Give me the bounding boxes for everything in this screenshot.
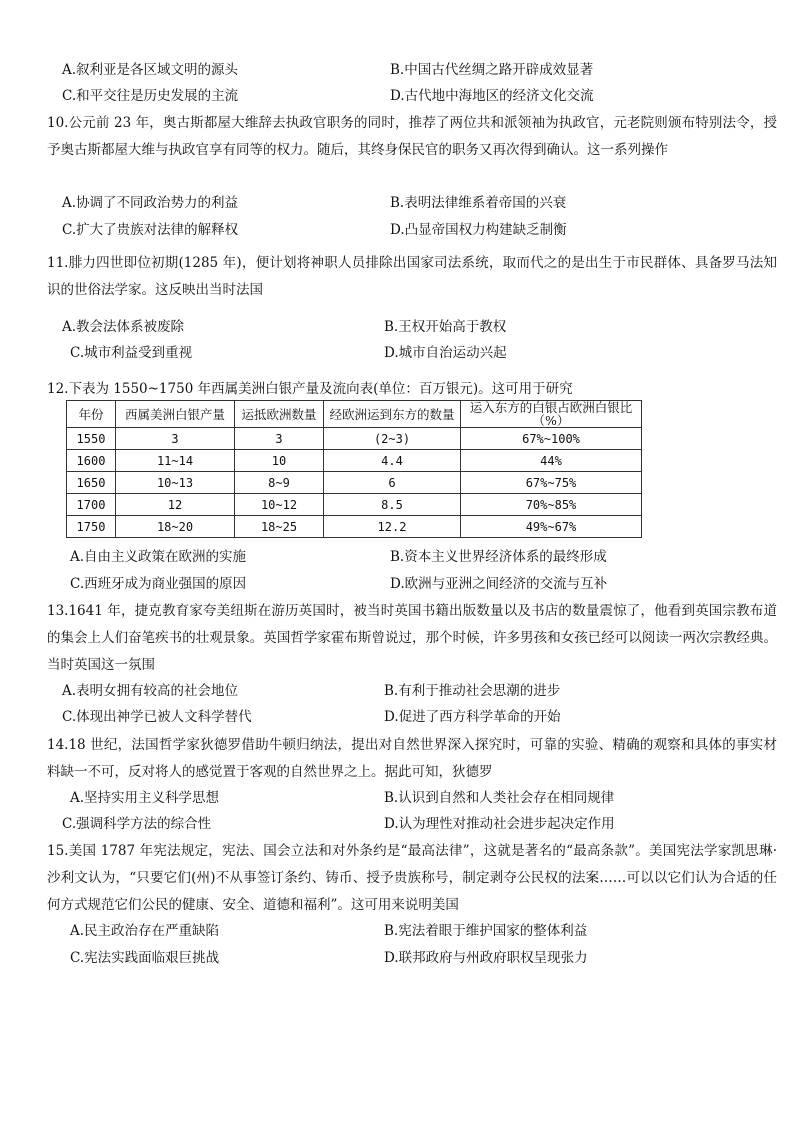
table-cell: 70%~85% — [461, 494, 642, 516]
table-cell: 67%~100% — [461, 428, 642, 450]
table-cell: 1700 — [67, 494, 116, 516]
q11-stem: 11.腓力四世即位初期(1285 年)，便计划将神职人员排除出国家司法系统，取而代之的是出生于市民群体、具备罗马法知识的世俗法学家。这反映出当时法国 — [47, 255, 777, 298]
q12-option-c: C.西班牙成为商业强国的原因 — [70, 576, 247, 592]
q12-stem: 12.下表为 1550~1750 年西属美洲白银产量及流向表(单位：百万银元)。这可用于研究 — [47, 381, 573, 397]
table-header-cell: 年份 — [67, 401, 116, 428]
q12-option-d: D.欧洲与亚洲之间经济的交流与互补 — [390, 576, 608, 592]
table-header-cell: 西属美洲白银产量 — [116, 401, 235, 428]
q10-option-d: D.凸显帝国权力构建缺乏制衡 — [390, 222, 567, 238]
q13-option-d: D.促进了西方科学革命的开始 — [384, 709, 561, 725]
q15-stem: 15.美国 1787 年宪法规定，宪法、国会立法和对外条约是“最高法律”，这就是著名的“最高条款”。美国宪法学家凯思琳·沙利文认为，“只要它们(州)不从事签订条约、铸币、授予贵族称号，制定剥夺公民权的法案……可以以它们认为合适的任何方式规范它们公民的健康、安全、道德和福利”。这可用来说明美国 — [47, 843, 777, 913]
table-cell: 8~9 — [235, 472, 324, 494]
table-cell: 49%~67% — [461, 516, 642, 538]
q13-option-c: C.体现出神学已被人文科学替代 — [62, 709, 252, 725]
table-cell: 44% — [461, 450, 642, 472]
table-cell: 3 — [116, 428, 235, 450]
q14-stem: 14.18 世纪，法国哲学家狄德罗借助牛顿归纳法，提出对自然世界深入探究时，可靠的实验、精确的观察和具体的事实材料缺一不可，反对将人的感觉置于客观的自然世界之上。据此可知，狄德罗 — [47, 737, 777, 780]
q15-option-b: B.宪法着眼于维护国家的整体利益 — [384, 923, 588, 939]
table-cell: 18~20 — [116, 516, 235, 538]
q9-option-a: A.叙利亚是各区域文明的源头 — [62, 62, 239, 78]
q13-stem: 13.1641 年，捷克教育家夸美纽斯在游历英国时，被当时英国书籍出版数量以及书店的数量震惊了，他看到英国宗教布道的集会上人们奋笔疾书的壮观景象。英国哲学家霍布斯曾说过，那个时候，许多男孩和女孩已经可以阅读一两次宗教经典。当时英国这一氛围 — [47, 603, 777, 673]
q15-option-c: C.宪法实践面临艰巨挑战 — [70, 950, 220, 966]
table-cell: 4.4 — [324, 450, 461, 472]
table-cell: 12 — [116, 494, 235, 516]
table-cell: 1750 — [67, 516, 116, 538]
table-cell: 8.5 — [324, 494, 461, 516]
q12-option-b: B.资本主义世界经济体系的最终形成 — [390, 549, 607, 565]
q12-option-a: A.自由主义政策在欧洲的实施 — [70, 549, 247, 565]
q14-option-c: C.强调科学方法的综合性 — [62, 816, 212, 832]
table-cell: 10 — [235, 450, 324, 472]
q11-option-a: A.教会法体系被废除 — [62, 319, 185, 335]
q14-option-b: B.认识到自然和人类社会存在相同规律 — [384, 790, 615, 806]
q9-option-c: C.和平交往是历史发展的主流 — [62, 88, 239, 104]
q10-option-b: B.表明法律维系着帝国的兴衰 — [390, 195, 567, 211]
q14-option-d: D.认为理性对推动社会进步起决定作用 — [384, 816, 615, 832]
q15-option-d: D.联邦政府与州政府职权呈现张力 — [384, 950, 588, 966]
table-cell: 3 — [235, 428, 324, 450]
table-header-cell: 运抵欧洲数量 — [235, 401, 324, 428]
q11-option-b: B.王权开始高于教权 — [384, 319, 507, 335]
q10-option-a: A.协调了不同政治势力的利益 — [62, 195, 239, 211]
table-header-cell: 经欧洲运到东方的数量 — [324, 401, 461, 428]
q10-option-c: C.扩大了贵族对法律的解释权 — [62, 222, 239, 238]
table-cell: 1600 — [67, 450, 116, 472]
q9-option-d: D.古代地中海地区的经济文化交流 — [390, 88, 594, 104]
table-cell: 10~12 — [235, 494, 324, 516]
table-cell: (2~3) — [324, 428, 461, 450]
q14-option-a: A.坚持实用主义科学思想 — [70, 790, 220, 806]
table-row — [67, 516, 642, 538]
q9-option-b: B.中国古代丝绸之路开辟成效显著 — [390, 62, 594, 78]
table-cell: 67%~75% — [461, 472, 642, 494]
table-cell: 1650 — [67, 472, 116, 494]
q13-option-a: A.表明女拥有较高的社会地位 — [62, 683, 239, 699]
table-header-row — [67, 401, 642, 428]
q11-option-d: D.城市自治运动兴起 — [384, 345, 507, 361]
table-cell: 12.2 — [324, 516, 461, 538]
table-cell: 1550 — [67, 428, 116, 450]
q13-option-b: B.有利于推动社会思潮的进步 — [384, 683, 561, 699]
table-header-cell: 运入东方的白银占欧洲白银比（%） — [461, 401, 642, 428]
table-cell: 6 — [324, 472, 461, 494]
table-row — [67, 450, 642, 472]
table-cell: 11~14 — [116, 450, 235, 472]
q10-stem: 10.公元前 23 年，奥古斯都屋大维辞去执政官职务的同时，推荐了两位共和派领袖为执政官，元老院则颁布特别法令，授予奥古斯都屋大维与执政官享有同等的权力。随后，其终身保民官的职务又再次得到确认。这一系列操作 — [47, 115, 777, 158]
table-cell: 18~25 — [235, 516, 324, 538]
table-cell: 10~13 — [116, 472, 235, 494]
table-row — [67, 494, 642, 516]
q15-option-a: A.民主政治存在严重缺陷 — [70, 923, 220, 939]
q11-option-c: C.城市利益受到重视 — [70, 345, 193, 361]
silver-flow-table — [66, 400, 642, 538]
table-row — [67, 472, 642, 494]
table-row — [67, 428, 642, 450]
